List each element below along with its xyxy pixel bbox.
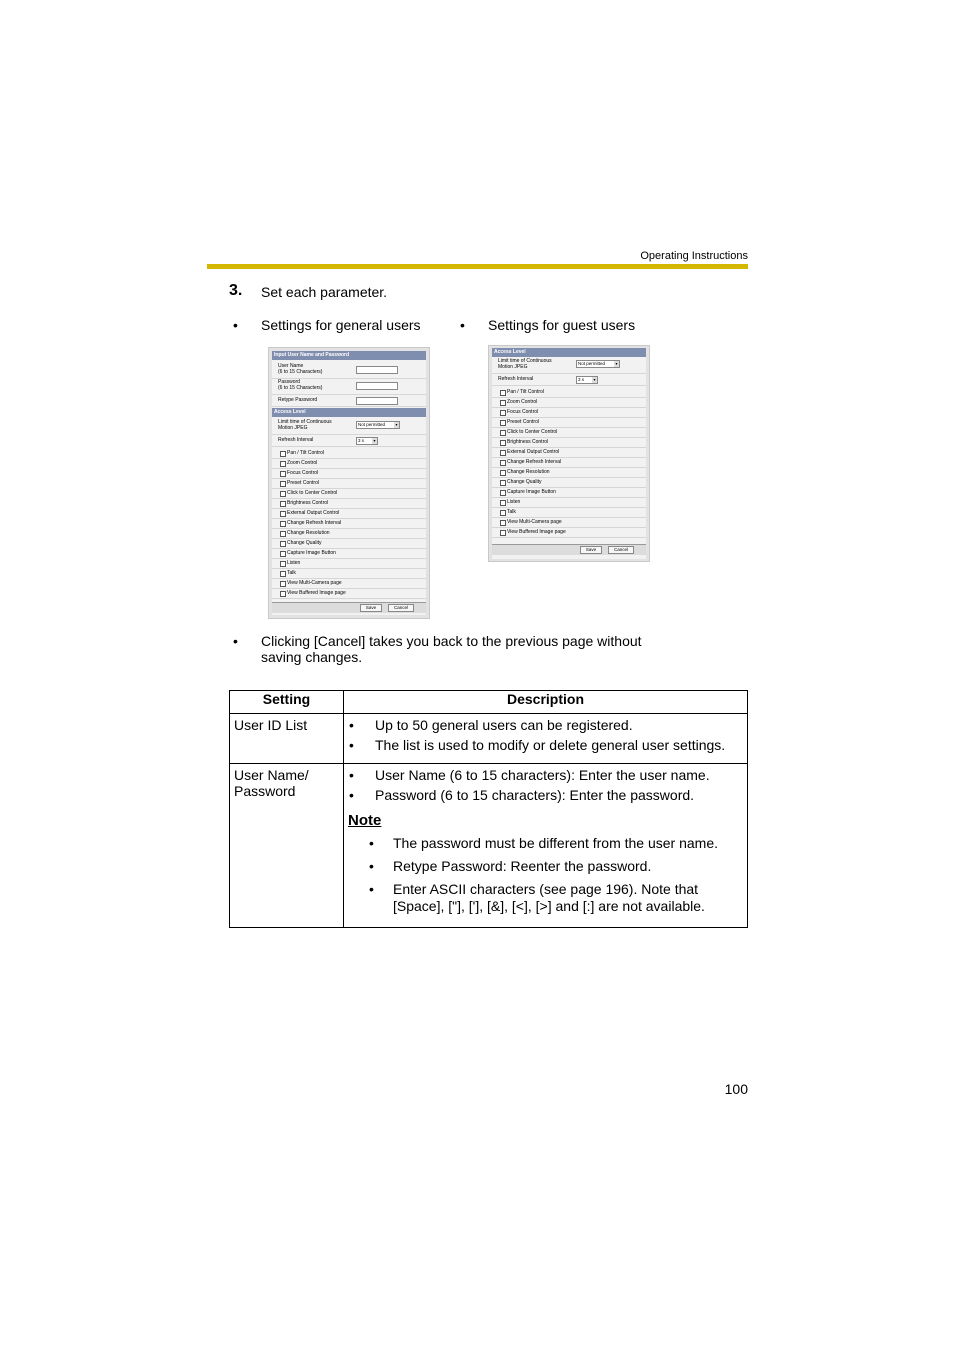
- checkbox-row: [492, 408, 646, 418]
- section-header: Input User Name and Password: [272, 351, 426, 360]
- field-label: Retype Password: [278, 397, 318, 403]
- checkbox-label: Capture Image Button: [287, 550, 336, 556]
- checkbox-row: [272, 539, 426, 549]
- checkbox[interactable]: [500, 390, 506, 396]
- checkbox[interactable]: [500, 440, 506, 446]
- subitem-general-users: Settings for general users: [261, 317, 421, 333]
- user-name-input[interactable]: [356, 366, 398, 374]
- checkbox[interactable]: [500, 450, 506, 456]
- checkbox[interactable]: [280, 551, 286, 557]
- note-item-text: Retype Password: Reenter the password.: [393, 858, 652, 874]
- checkbox-row: [492, 478, 646, 488]
- checkbox-label: Talk: [507, 509, 516, 515]
- checkbox[interactable]: [280, 471, 286, 477]
- checkbox-label: View Buffered Image page: [507, 529, 566, 535]
- checkbox[interactable]: [280, 581, 286, 587]
- checkbox[interactable]: [280, 531, 286, 537]
- checkbox-label: Preset Control: [287, 480, 319, 486]
- checkbox-row: [492, 488, 646, 498]
- list-item-text: The list is used to modify or delete general user settings.: [375, 737, 726, 753]
- checkbox-row: [492, 448, 646, 458]
- checkbox[interactable]: [280, 481, 286, 487]
- refresh-interval-select[interactable]: [576, 376, 598, 384]
- save-button[interactable]: Save: [580, 546, 602, 554]
- checkbox-row: [492, 438, 646, 448]
- guest-users-screenshot: [488, 345, 650, 562]
- select-value: Not permitted: [578, 361, 606, 366]
- chevron-down-icon: ▾: [395, 422, 398, 427]
- list-item: [348, 767, 743, 784]
- section-header: Access Level: [492, 348, 646, 357]
- field-label: Refresh Interval: [278, 437, 314, 443]
- refresh-interval-select[interactable]: [356, 437, 378, 445]
- settings-table: [229, 690, 748, 928]
- checkbox-row: [272, 479, 426, 489]
- checkbox[interactable]: [280, 511, 286, 517]
- step-number: 3.: [229, 282, 243, 299]
- bullet-glyph: •: [349, 787, 354, 803]
- list-item: [348, 717, 743, 734]
- checkbox-row: [492, 528, 646, 538]
- checkbox-label: Focus Control: [287, 470, 319, 476]
- checkbox-label: Focus Control: [507, 409, 539, 415]
- checkbox[interactable]: [280, 521, 286, 527]
- checkbox-row: [272, 569, 426, 579]
- checkbox[interactable]: [500, 520, 506, 526]
- note-item: [348, 881, 743, 915]
- chevron-down-icon: ▾: [615, 361, 618, 366]
- password-input[interactable]: [356, 382, 398, 390]
- bullet-glyph: •: [233, 317, 238, 333]
- checkbox-row: [492, 388, 646, 398]
- checkbox[interactable]: [500, 420, 506, 426]
- checkbox-label: Brightness Control: [507, 439, 549, 445]
- table-row: [230, 764, 748, 928]
- checkbox-label: Zoom Control: [287, 460, 318, 466]
- checkbox[interactable]: [500, 490, 506, 496]
- checkbox-label: External Output Control: [507, 449, 560, 455]
- checkbox-label: Pan / Tilt Control: [507, 389, 544, 395]
- page-number: 100: [724, 1081, 748, 1097]
- limit-time-row: [492, 358, 646, 374]
- checkbox-row: [272, 529, 426, 539]
- cancel-button[interactable]: Cancel: [388, 604, 414, 612]
- note-item: [348, 835, 743, 852]
- bullet-glyph: •: [349, 737, 354, 753]
- checkbox-row: [492, 418, 646, 428]
- cancel-note-text: Clicking [Cancel] takes you back to the previous page without saving changes.: [261, 633, 642, 665]
- note-item-text: Enter ASCII characters (see page 196). Note that [Space], ["], ['], [&], [<], [>] and [:] are not available.: [393, 881, 705, 914]
- bullet-glyph: •: [369, 858, 374, 874]
- retype-password-input[interactable]: [356, 397, 398, 405]
- button-bar: [492, 544, 646, 555]
- header-rule: [207, 264, 748, 269]
- checkbox-label: Change Resolution: [507, 469, 550, 475]
- refresh-interval-row: [492, 374, 646, 386]
- field-label: Motion JPEG: [278, 424, 308, 431]
- checkbox[interactable]: [280, 501, 286, 507]
- chevron-down-icon: ▾: [593, 377, 596, 382]
- password-row: [272, 379, 426, 395]
- section-header: Access Level: [272, 408, 426, 417]
- table-header-row: [230, 691, 748, 714]
- checkbox-row: [272, 499, 426, 509]
- list-item-text: Password (6 to 15 characters): Enter the password.: [375, 787, 695, 803]
- checkbox-label: External Output Control: [287, 510, 340, 516]
- description-cell: [344, 714, 748, 764]
- retype-password-row: [272, 395, 426, 407]
- checkbox-label: Change Quality: [287, 540, 322, 546]
- checkbox-row: [492, 518, 646, 528]
- checkbox[interactable]: [280, 591, 286, 597]
- checkbox-row: [272, 559, 426, 569]
- checkbox[interactable]: [280, 541, 286, 547]
- checkbox[interactable]: [280, 461, 286, 467]
- subitem-guest-users: Settings for guest users: [488, 317, 636, 333]
- checkbox-label: Change Quality: [507, 479, 542, 485]
- checkbox-label: View Multi-Camera page: [507, 519, 562, 525]
- checkbox-label: Zoom Control: [507, 399, 538, 405]
- checkbox[interactable]: [500, 480, 506, 486]
- bullet-glyph: •: [233, 633, 238, 649]
- step-text: Set each parameter.: [261, 284, 388, 300]
- checkbox-row: [272, 509, 426, 519]
- checkbox[interactable]: [500, 400, 506, 406]
- bullet-glyph: •: [349, 717, 354, 733]
- bullet-glyph: •: [349, 767, 354, 783]
- checkbox[interactable]: [500, 430, 506, 436]
- checkbox[interactable]: [500, 460, 506, 466]
- button-bar: [272, 602, 426, 613]
- checkbox-row: [272, 449, 426, 459]
- checkbox-label: Talk: [287, 570, 296, 576]
- bullet-glyph: •: [369, 835, 374, 851]
- description-cell: [344, 764, 748, 928]
- checkbox-row: [272, 589, 426, 599]
- setting-cell: User Name/ Password: [230, 764, 344, 928]
- checkbox[interactable]: [280, 451, 286, 457]
- checkbox-row: [492, 498, 646, 508]
- user-name-row: [272, 363, 426, 379]
- checkbox-label: Pan / Tilt Control: [287, 450, 324, 456]
- checkbox[interactable]: [500, 510, 506, 516]
- select-value: Not permitted: [358, 422, 386, 427]
- list-item-text: Up to 50 general users can be registered.: [375, 717, 633, 733]
- checkbox-row: [492, 508, 646, 518]
- checkbox[interactable]: [500, 500, 506, 506]
- list-item-text: User Name (6 to 15 characters): Enter the user name.: [375, 767, 710, 783]
- checkbox-label: Change Refresh Interval: [507, 459, 562, 465]
- field-hint: (6 to 15 Characters): [278, 384, 323, 391]
- field-label: Refresh Interval: [498, 376, 534, 382]
- general-users-screenshot: [268, 347, 430, 619]
- list-item: [348, 737, 743, 754]
- field-label: Password: [278, 379, 300, 385]
- checkbox-row: [272, 519, 426, 529]
- save-button[interactable]: Save: [360, 604, 382, 612]
- checkbox[interactable]: [500, 410, 506, 416]
- checkbox-label: Click to Center Control: [287, 490, 338, 496]
- checkbox[interactable]: [500, 470, 506, 476]
- note-item: [348, 858, 743, 875]
- limit-time-row: [272, 419, 426, 435]
- setting-cell: User ID List: [230, 714, 344, 764]
- checkbox-label: Change Resolution: [287, 530, 330, 536]
- field-label: User Name: [278, 363, 304, 369]
- field-label: Limit time of Continuous: [498, 358, 552, 364]
- limit-time-select[interactable]: [576, 360, 620, 368]
- checkbox-row: [492, 458, 646, 468]
- checkbox-label: Preset Control: [507, 419, 539, 425]
- checkbox-label: Brightness Control: [287, 500, 329, 506]
- checkbox[interactable]: [500, 530, 506, 536]
- select-value: 3 s: [578, 377, 585, 382]
- field-hint: (6 to 15 Characters): [278, 368, 323, 375]
- checkbox-row: [272, 459, 426, 469]
- checkbox-label: View Multi-Camera page: [287, 580, 342, 586]
- checkbox-label: Click to Center Control: [507, 429, 558, 435]
- checkbox[interactable]: [280, 491, 286, 497]
- field-label: Motion JPEG: [498, 363, 528, 370]
- cancel-button[interactable]: Cancel: [608, 546, 634, 554]
- select-value: 3 s: [358, 438, 365, 443]
- checkbox-row: [272, 489, 426, 499]
- limit-time-select[interactable]: [356, 421, 400, 429]
- checkbox-row: [492, 468, 646, 478]
- checkbox-label: Listen: [507, 499, 521, 505]
- note-heading: Note: [348, 812, 382, 829]
- column-header-description: Description: [344, 691, 748, 714]
- checkbox-row: [272, 549, 426, 559]
- checkbox[interactable]: [280, 571, 286, 577]
- chevron-down-icon: ▾: [373, 438, 376, 443]
- checkbox-row: [492, 428, 646, 438]
- checkbox-label: View Buffered Image page: [287, 590, 346, 596]
- note-item-text: The password must be different from the user name.: [393, 835, 719, 851]
- table-row: [230, 714, 748, 764]
- checkbox-row: [272, 469, 426, 479]
- checkbox-row: [272, 579, 426, 589]
- checkbox-label: Capture Image Button: [507, 489, 556, 495]
- column-header-setting: Setting: [230, 691, 344, 714]
- bullet-glyph: •: [369, 881, 374, 897]
- checkbox-label: Change Refresh Interval: [287, 520, 342, 526]
- running-header: Operating Instructions: [640, 250, 748, 262]
- field-label: Limit time of Continuous: [278, 419, 332, 425]
- refresh-interval-row: [272, 435, 426, 447]
- checkbox[interactable]: [280, 561, 286, 567]
- list-item: [348, 787, 743, 804]
- checkbox-row: [492, 398, 646, 408]
- checkbox-label: Listen: [287, 560, 301, 566]
- bullet-glyph: •: [460, 317, 465, 333]
